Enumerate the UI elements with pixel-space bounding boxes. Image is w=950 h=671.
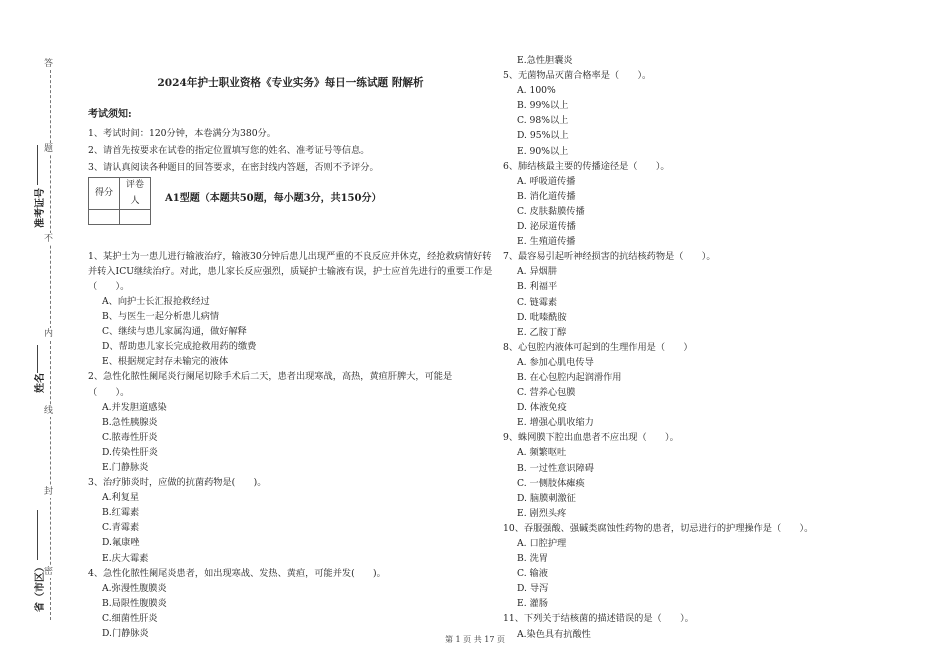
binding-margin bbox=[0, 0, 70, 671]
answer-option: D. 脑膜刺激征 bbox=[517, 492, 576, 504]
answer-option: C. 输液 bbox=[517, 568, 548, 580]
answer-option: C.细菌性肝炎 bbox=[102, 612, 158, 624]
answer-option: D. 体液免疫 bbox=[517, 402, 567, 414]
page-title: 2024年护士职业资格《专业实务》每日一练试题 附解析 bbox=[157, 77, 424, 89]
page-number: 第 1 页 共 17 页 bbox=[445, 635, 505, 644]
notice-item: 1、考试时间：120分钟，本卷满分为380分。 bbox=[88, 128, 276, 140]
seal-char: 题 bbox=[44, 144, 54, 154]
answer-option: E. 灌肠 bbox=[517, 598, 548, 610]
question-stem: 8、心包腔内液体可起到的生理作用是（ ） bbox=[503, 341, 693, 353]
answer-option: C. 皮肤黏膜传播 bbox=[517, 205, 585, 217]
answer-option: D. 导泻 bbox=[517, 583, 549, 595]
answer-option: B. 消化道传播 bbox=[517, 190, 576, 202]
left-column bbox=[88, 76, 493, 641]
answer-option: C. 营养心包膜 bbox=[517, 387, 576, 399]
answer-option: D. 泌尿道传播 bbox=[517, 221, 576, 233]
seal-char: 封 bbox=[44, 487, 54, 497]
answer-option: E. 乙胺丁醇 bbox=[517, 326, 567, 338]
answer-option: E. 增强心肌收缩力 bbox=[517, 417, 594, 429]
answer-option: D. 95%以上 bbox=[517, 130, 569, 142]
question-stem: 2、急性化脓性阑尾炎行阑尾切除手术后二天，患者出现寒战，高热，黄疸肝脾大，可能是（ ）。 bbox=[88, 371, 453, 398]
question-block bbox=[88, 249, 493, 370]
answer-option: A.染色具有抗酸性 bbox=[517, 628, 591, 640]
question-stem: 9、蛛网膜下腔出血患者不应出现（ ）。 bbox=[503, 432, 679, 444]
answer-option: E. 生殖道传播 bbox=[517, 236, 576, 248]
question-block bbox=[88, 566, 493, 641]
grader-header: 评卷人 bbox=[120, 178, 151, 209]
question-stem: 10、吞服强酸、强碱类腐蚀性药物的患者，切忌进行的护理操作是（ ）。 bbox=[503, 522, 814, 534]
answer-option: A.利复星 bbox=[102, 492, 140, 504]
answer-option: E.门静脉炎 bbox=[102, 461, 149, 473]
score-cell[interactable] bbox=[89, 209, 120, 224]
answer-option: C. 98%以上 bbox=[517, 115, 569, 127]
answer-option: A.并发胆道感染 bbox=[102, 401, 167, 413]
score-table bbox=[88, 177, 151, 224]
answer-option: D、帮助患儿家长完成抢救用药的缴费 bbox=[102, 341, 257, 353]
question-block bbox=[503, 521, 843, 612]
question-block bbox=[503, 53, 843, 68]
region-line bbox=[37, 510, 38, 560]
seal-char: 不 bbox=[44, 234, 54, 244]
name-label: 姓名 bbox=[35, 373, 46, 393]
right-question-list bbox=[503, 53, 843, 642]
left-question-list bbox=[88, 249, 493, 641]
answer-option: E、根据规定封存未输完的液体 bbox=[102, 356, 229, 368]
seal-char: 线 bbox=[44, 406, 54, 416]
name-line bbox=[37, 345, 38, 373]
region-label: 省（市区） bbox=[35, 562, 46, 612]
question-stem: 7、最容易引起听神经损害的抗结核药物是（ ）。 bbox=[503, 251, 716, 263]
answer-option: A. 100% bbox=[517, 85, 556, 97]
right-column bbox=[503, 53, 843, 642]
id-number-line bbox=[37, 145, 38, 185]
answer-option: D.传染性肝炎 bbox=[102, 446, 158, 458]
notice-item: 2、请首先按要求在试卷的指定位置填写您的姓名、准考证号等信息。 bbox=[88, 145, 370, 157]
answer-option: A. 呼吸道传播 bbox=[517, 175, 576, 187]
answer-option: B. 一过性意识障碍 bbox=[517, 462, 594, 474]
answer-option: A. 频繁呕吐 bbox=[517, 447, 567, 459]
question-block bbox=[88, 475, 493, 566]
answer-option: B、与医生一起分析患儿病情 bbox=[102, 311, 220, 323]
question-stem: 3、治疗肺炎时，应做的抗菌药物是( )。 bbox=[88, 477, 267, 489]
answer-option: A. 口腔护理 bbox=[517, 538, 567, 549]
answer-option: B. 洗胃 bbox=[517, 553, 548, 565]
question-block bbox=[503, 430, 843, 521]
question-block bbox=[503, 249, 843, 340]
answer-option: C.脓毒性肝炎 bbox=[102, 431, 158, 443]
answer-option: D.氟康唑 bbox=[102, 537, 140, 549]
question-stem: 1、某护士为一患儿进行输液治疗，输液30分钟后患儿出现严重的不良反应并休克，经抢救病情好转并转入ICU继续治疗。对此，患儿家长反应强烈，质疑护士输液有误，护士应首先进行的重要工作是（ ）。 bbox=[88, 250, 493, 292]
answer-option: B.急性胰腺炎 bbox=[102, 416, 158, 428]
answer-option: D.门静脉炎 bbox=[102, 628, 149, 639]
answer-option: E.庆大霉素 bbox=[102, 552, 149, 564]
answer-option: A、向护士长汇报抢救经过 bbox=[102, 295, 210, 307]
exam-id-label: 准考证号 bbox=[35, 188, 46, 228]
answer-option: B. 在心包腔内起润滑作用 bbox=[517, 371, 622, 383]
answer-option: B.局限性腹膜炎 bbox=[102, 597, 167, 609]
notice-heading: 考试须知: bbox=[88, 109, 132, 121]
answer-option: A. 参加心肌电传导 bbox=[517, 356, 594, 368]
answer-option: E. 90%以上 bbox=[517, 145, 569, 157]
seal-char: 答 bbox=[44, 59, 54, 69]
question-block bbox=[503, 340, 843, 431]
answer-option: A. 异烟肼 bbox=[517, 266, 558, 278]
answer-option: C、继续与患儿家属沟通，做好解释 bbox=[102, 326, 247, 338]
answer-option: D. 吡嗪酰胺 bbox=[517, 311, 567, 323]
grader-cell[interactable] bbox=[120, 209, 151, 224]
score-header: 得分 bbox=[89, 178, 120, 209]
question-block bbox=[503, 159, 843, 250]
answer-option: E.急性胆囊炎 bbox=[517, 55, 573, 66]
answer-option: E. 剧烈头疼 bbox=[517, 507, 567, 519]
seal-char: 密 bbox=[44, 567, 54, 577]
question-stem: 11、下列关于结核菌的描述错误的是（ ）。 bbox=[503, 613, 694, 625]
notice-item: 3、请认真阅读各种题目的回答要求，在密封线内答题，否则不予评分。 bbox=[88, 162, 379, 174]
seal-char: 内 bbox=[44, 329, 54, 339]
answer-option: C.青霉素 bbox=[102, 522, 140, 534]
question-block bbox=[88, 369, 493, 475]
answer-option: B.红霉素 bbox=[102, 507, 140, 519]
answer-option: B. 利福平 bbox=[517, 281, 558, 293]
answer-option: A.弥漫性腹膜炎 bbox=[102, 582, 167, 594]
section-heading: A1型题（本题共50题，每小题3分，共150分） bbox=[165, 193, 382, 205]
question-stem: 4、急性化脓性阑尾炎患者，如出现寒战、发热、黄疸，可能并发( )。 bbox=[88, 567, 386, 579]
answer-option: C. 链霉素 bbox=[517, 296, 558, 308]
question-stem: 5、无菌物品灭菌合格率是（ ）。 bbox=[503, 70, 652, 82]
score-box bbox=[88, 177, 493, 224]
answer-option: C. 一侧肢体瘫痪 bbox=[517, 477, 585, 489]
question-block bbox=[503, 68, 843, 159]
answer-option: B. 99%以上 bbox=[517, 100, 569, 112]
question-stem: 6、肺结核最主要的传播途径是（ ）。 bbox=[503, 160, 670, 172]
